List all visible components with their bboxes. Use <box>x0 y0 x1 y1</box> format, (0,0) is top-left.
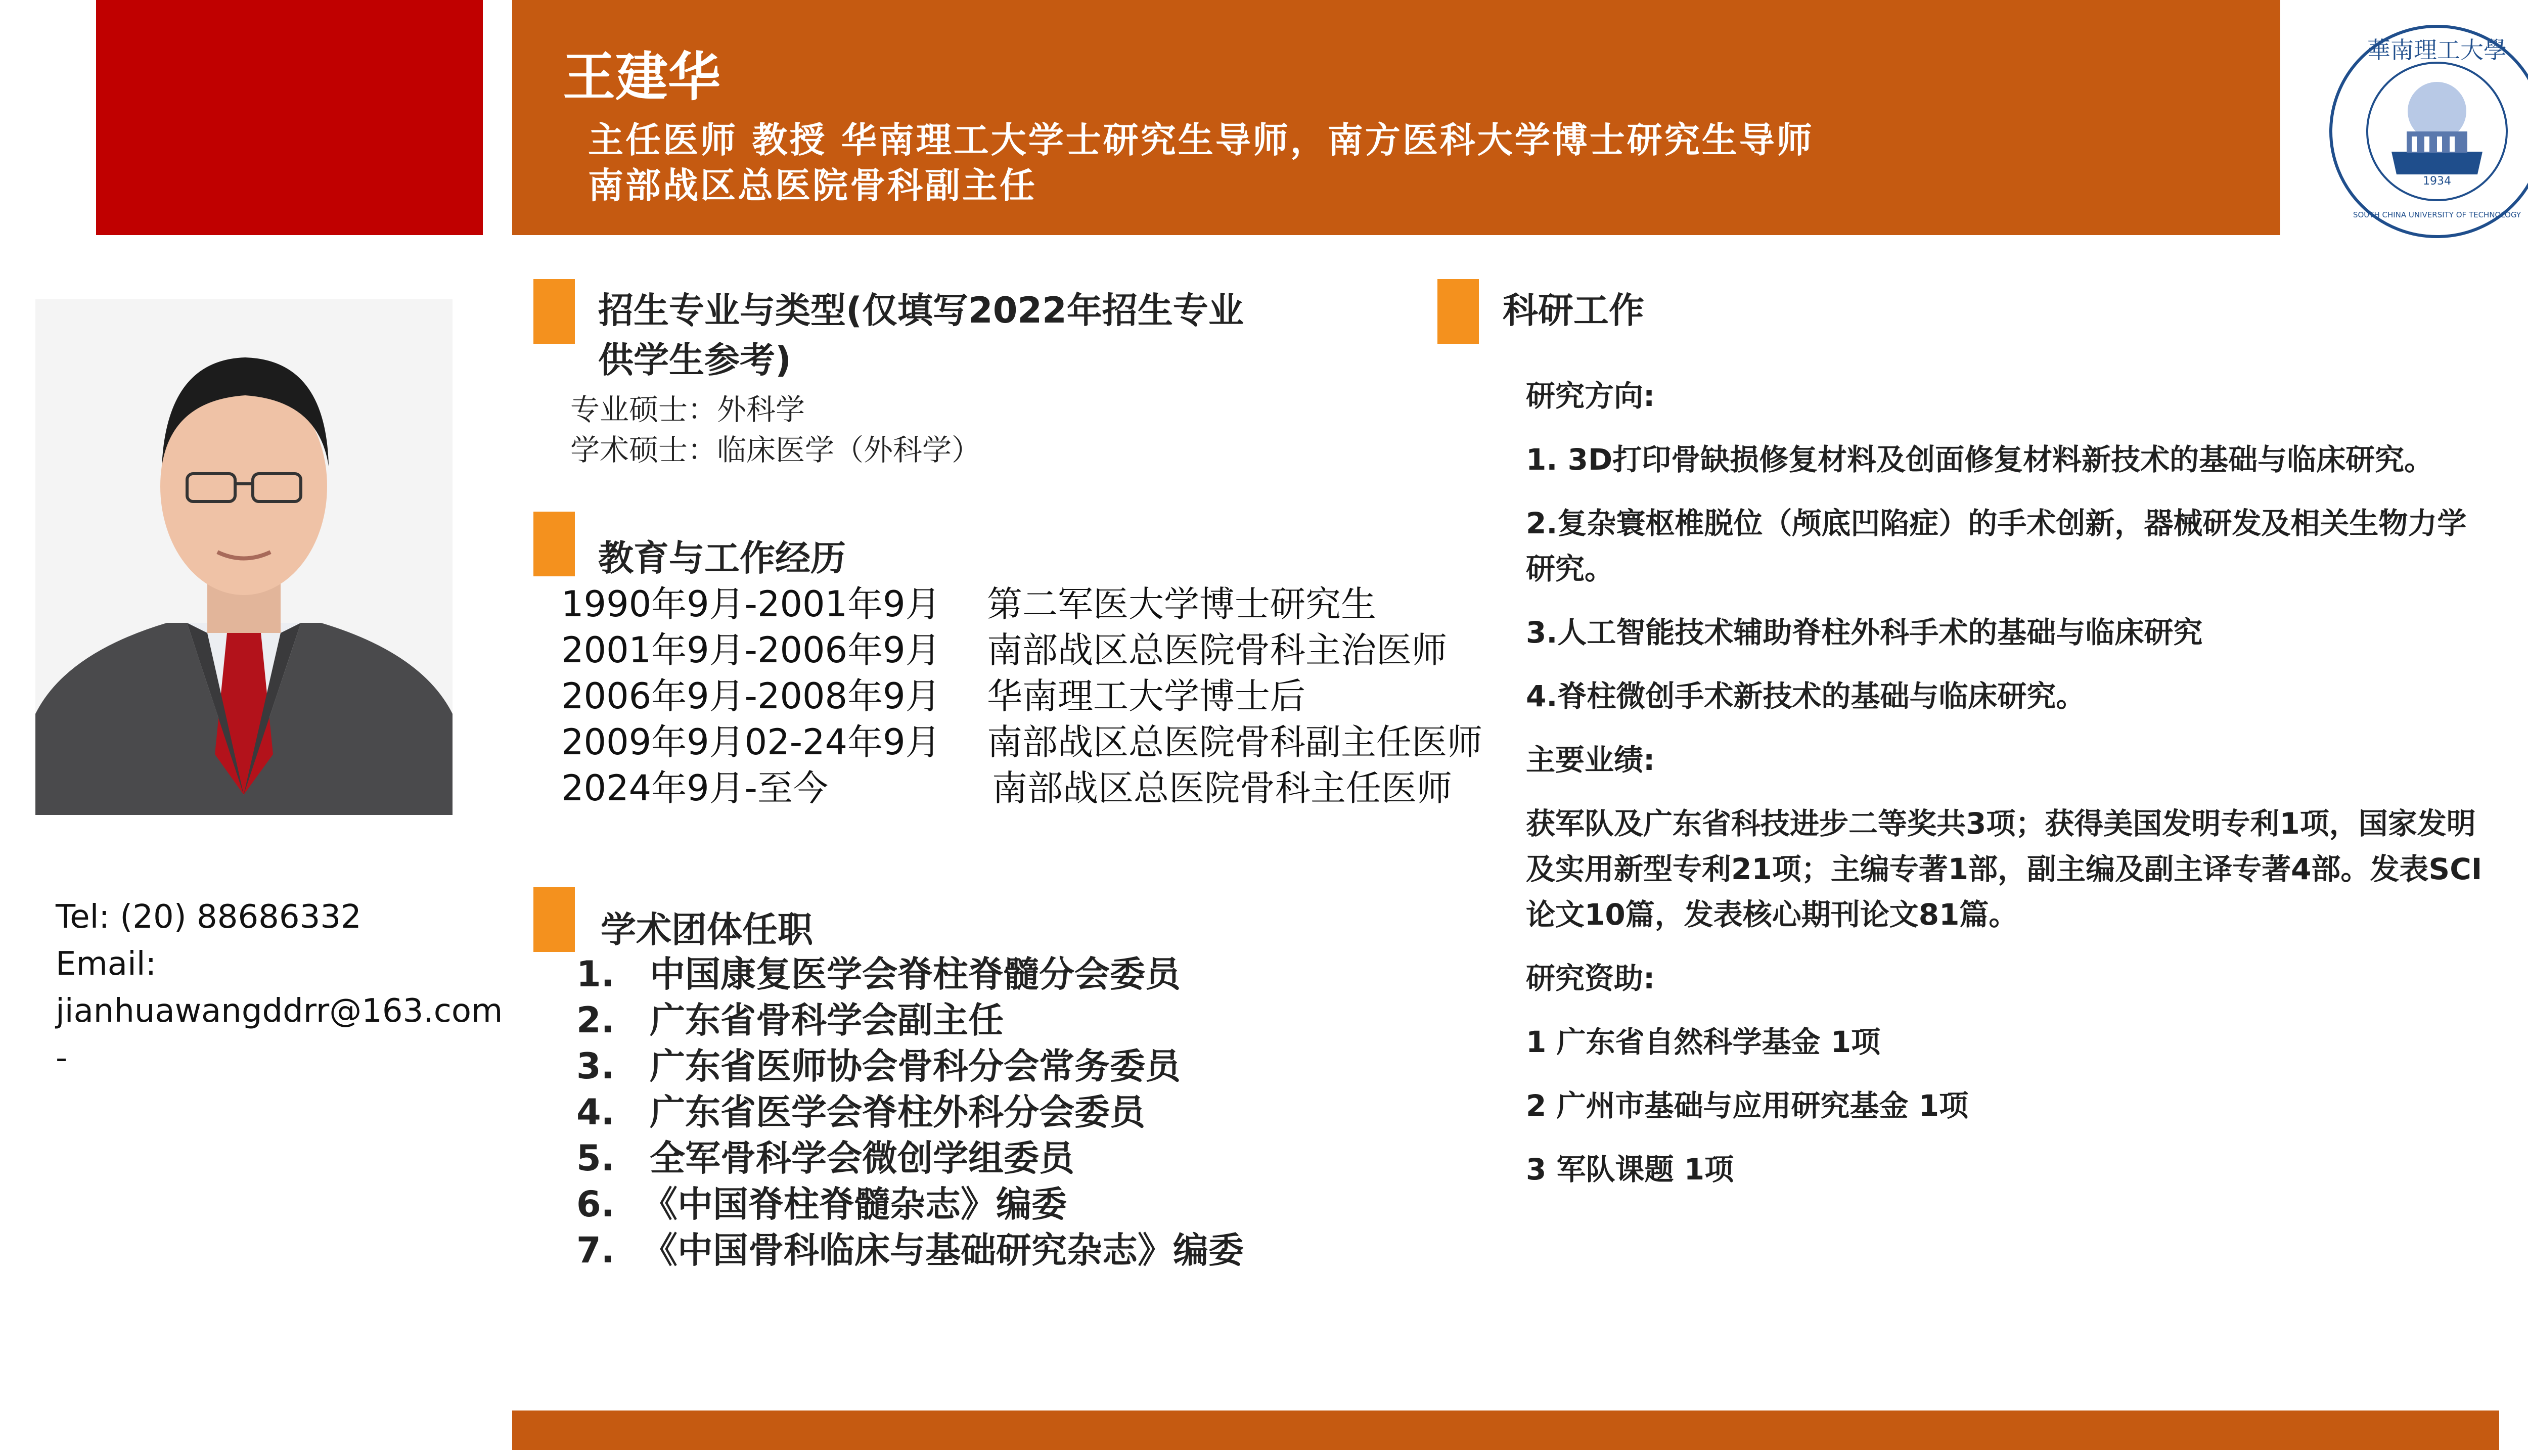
association-text: 全军骨科学会微创学组委员 <box>650 1138 1074 1179</box>
footer-bar <box>512 1410 2499 1450</box>
association-item <box>576 1181 1436 1227</box>
association-number: 7. <box>576 1230 615 1271</box>
education-date: 2024年9月-至今 <box>561 767 828 809</box>
admissions-title-line-1: 招生专业与类型(仅填写2022年招生专业 <box>598 290 1244 331</box>
association-text: 中国康复医学会脊柱脊髓分会委员 <box>650 953 1181 995</box>
seal-en-text: SOUTH CHINA UNIVERSITY OF TECHNOLOGY <box>2353 210 2521 219</box>
association-item <box>576 951 1436 997</box>
research-direction: 3.人工智能技术辅助脊柱外科手术的基础与临床研究 <box>1526 615 2203 650</box>
achievements-text: 获军队及广东省科技进步二等奖共3项；获得美国发明专利1项，国家发明 <box>1526 806 2476 841</box>
association-item <box>576 997 1436 1043</box>
university-seal-icon <box>2326 23 2528 240</box>
association-item <box>576 1043 1436 1089</box>
funding-item: 3 军队课题 1项 <box>1526 1152 1734 1187</box>
section-marker <box>533 512 575 576</box>
portrait-photo <box>35 299 453 815</box>
associations-list <box>576 951 1436 1273</box>
section-marker <box>1437 279 1479 344</box>
research-directions-label: 研究方向: <box>1526 379 1655 413</box>
association-number: 5. <box>576 1138 615 1179</box>
education-date: 1990年9月-2001年9月 <box>561 583 941 625</box>
contact-dash: - <box>56 1039 68 1077</box>
research-direction: 4.脊柱微创手术新技术的基础与临床研究。 <box>1526 679 2086 713</box>
association-item <box>576 1135 1436 1181</box>
achievements-text: 及实用新型专利21项；主编专著1部，副主编及副主译专著4部。发表SCI <box>1526 852 2482 886</box>
association-item <box>576 1089 1436 1135</box>
education-date: 2006年9月-2008年9月 <box>561 675 941 717</box>
page-title: 王建华 <box>563 46 721 108</box>
association-number: 1. <box>576 953 615 995</box>
education-list <box>561 581 1522 811</box>
association-text: 广东省医师协会骨科分会常务委员 <box>650 1045 1181 1087</box>
education-entry <box>561 765 1522 811</box>
association-text: 广东省骨科学会副主任 <box>650 999 1004 1041</box>
association-text: 广东省医学会脊柱外科分会委员 <box>650 1091 1145 1133</box>
contact-tel: Tel: (20) 88686332 <box>56 898 362 936</box>
achievements-label: 主要业绩: <box>1526 743 1655 777</box>
education-title: 教育与工作经历 <box>598 537 846 579</box>
contact-email[interactable]: jianhuawangddrr@163.com <box>56 992 503 1030</box>
title-subtitle <box>588 117 1814 208</box>
association-item <box>576 1227 1436 1273</box>
admissions-item: 学术硕士：临床医学（外科学） <box>570 433 981 467</box>
education-desc: 南部战区总医院骨科主治医师 <box>987 629 1447 671</box>
association-text: 《中国脊柱脊髓杂志》编委 <box>642 1184 1067 1225</box>
associations-title: 学术团体任职 <box>601 909 813 950</box>
research-direction-continued: 研究。 <box>1526 552 1614 586</box>
funding-item: 2 广州市基础与应用研究基金 1项 <box>1526 1088 1969 1123</box>
education-desc: 第二军医大学博士研究生 <box>987 583 1376 625</box>
association-number: 3. <box>576 1045 615 1087</box>
education-desc: 华南理工大学博士后 <box>987 675 1305 717</box>
subtitle-line-2: 南部战区总医院骨科副主任 <box>588 165 1037 206</box>
achievements-text: 论文10篇，发表核心期刊论文81篇。 <box>1526 897 2018 932</box>
research-content <box>1526 373 2528 1192</box>
header-red-block <box>96 0 483 235</box>
seal-year: 1934 <box>2423 175 2451 188</box>
admissions-item: 专业硕士：外科学 <box>570 392 805 427</box>
education-entry <box>561 627 1522 673</box>
funding-label: 研究资助: <box>1526 961 1655 995</box>
education-date: 2009年9月02-24年9月 <box>561 721 941 763</box>
admissions-title <box>598 286 1244 385</box>
funding-item: 1 广东省自然科学基金 1项 <box>1526 1025 1881 1059</box>
section-marker <box>533 279 575 344</box>
education-date: 2001年9月-2006年9月 <box>561 629 941 671</box>
association-text: 《中国骨科临床与基础研究杂志》编委 <box>642 1230 1244 1271</box>
research-direction: 1. 3D打印骨缺损修复材料及创面修复材料新技术的基础与临床研究。 <box>1526 442 2434 477</box>
admissions-list <box>570 389 981 470</box>
subtitle-line-1: 主任医师 教授 华南理工大学士研究生导师，南方医科大学博士研究生导师 <box>588 119 1814 161</box>
research-direction: 2.复杂寰枢椎脱位（颅底凹陷症）的手术创新，器械研发及相关生物力学 <box>1526 506 2467 540</box>
contact-info <box>56 894 503 1082</box>
seal-cn-text: 華南理工大學 <box>2367 36 2507 64</box>
education-desc: 南部战区总医院骨科副主任医师 <box>987 721 1482 763</box>
admissions-title-line-2: 供学生参考) <box>598 339 791 381</box>
association-number: 6. <box>576 1184 615 1225</box>
association-number: 2. <box>576 999 615 1041</box>
education-desc: 南部战区总医院骨科主任医师 <box>992 767 1452 809</box>
contact-email-label: Email: <box>56 945 157 983</box>
education-entry <box>561 719 1522 765</box>
association-number: 4. <box>576 1091 615 1133</box>
education-entry <box>561 581 1522 627</box>
research-title: 科研工作 <box>1503 290 1644 331</box>
section-marker <box>533 887 575 952</box>
education-entry <box>561 673 1522 719</box>
